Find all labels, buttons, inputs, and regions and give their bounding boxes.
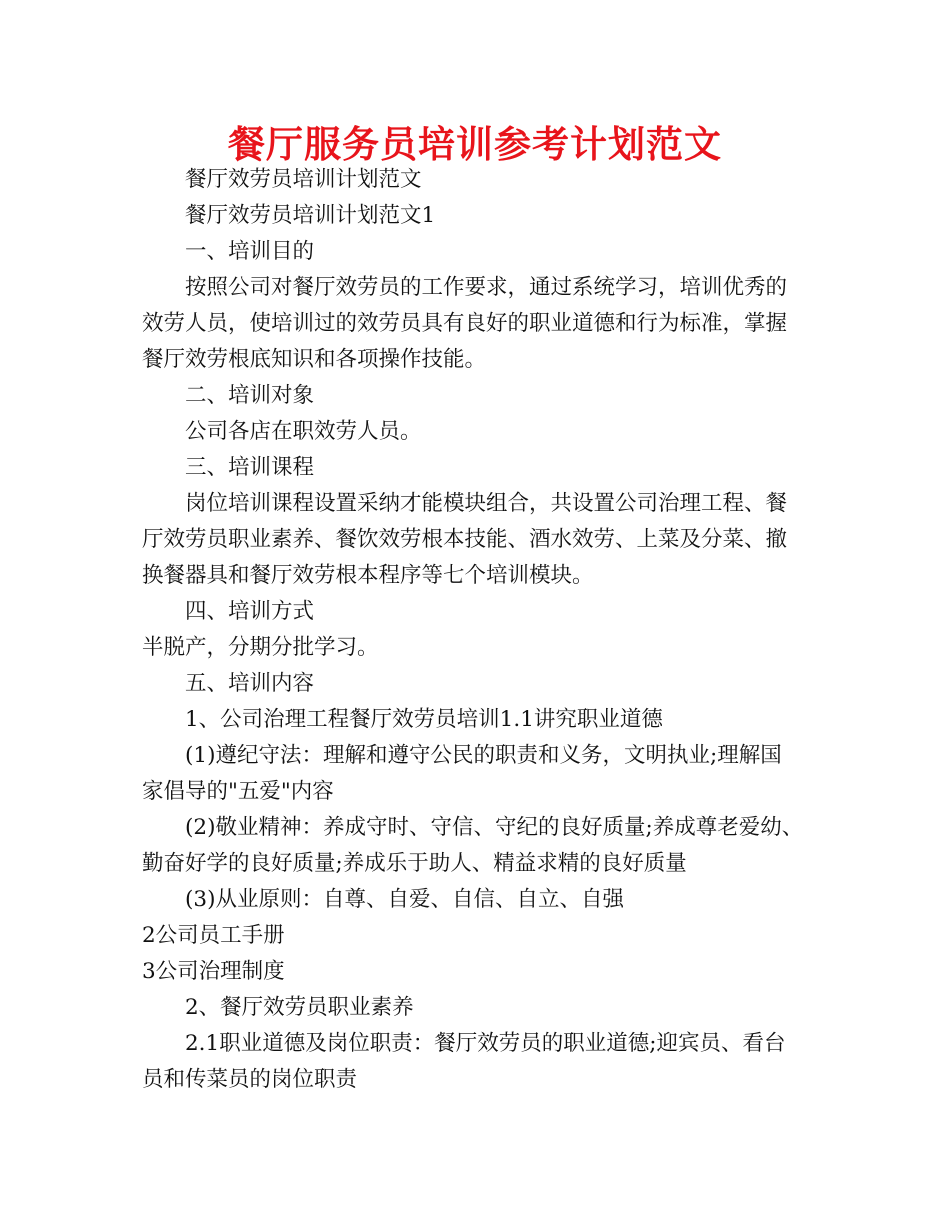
paragraph-line: 3公司治理制度 bbox=[142, 959, 285, 984]
section-heading: 五、培训内容 bbox=[185, 671, 315, 696]
paragraph-line: 家倡导的"五爱"内容 bbox=[142, 779, 334, 804]
paragraph-line: (2)敬业精神：养成守时、守信、守纪的良好质量;养成尊老爱幼、 bbox=[185, 815, 804, 840]
paragraph-line: 换餐器具和餐厅效劳根本程序等七个培训模块。 bbox=[142, 563, 594, 588]
paragraph-line: 岗位培训课程设置采纳才能模块组合，共设置公司治理工程、餐 bbox=[185, 491, 788, 516]
paragraph-line: 按照公司对餐厅效劳员的工作要求，通过系统学习，培训优秀的 bbox=[185, 275, 788, 300]
paragraph-line: 勤奋好学的良好质量;养成乐于助人、精益求精的良好质量 bbox=[142, 851, 687, 876]
section-heading: 三、培训课程 bbox=[185, 455, 315, 480]
section-heading: 2、餐厅效劳员职业素养 bbox=[185, 995, 414, 1020]
document-title: 餐厅服务员培训参考计划范文 bbox=[228, 123, 722, 166]
paragraph-line: 效劳人员，使培训过的效劳员具有良好的职业道德和行为标准，掌握 bbox=[142, 311, 788, 336]
paragraph-line: (1)遵纪守法：理解和遵守公民的职责和义务，文明执业;理解国 bbox=[185, 743, 782, 768]
paragraph-line: 半脱产，分期分批学习。 bbox=[142, 635, 379, 660]
section-heading: 二、培训对象 bbox=[185, 383, 315, 408]
paragraph-line: 1、公司治理工程餐厅效劳员培训1.1讲究职业道德 bbox=[185, 707, 663, 732]
paragraph-line: 公司各店在职效劳人员。 bbox=[185, 419, 422, 444]
section-heading: 四、培训方式 bbox=[185, 599, 315, 624]
document-body bbox=[142, 162, 832, 1098]
paragraph-line: 2公司员工手册 bbox=[142, 923, 285, 948]
paragraph-line: 员和传菜员的岗位职责 bbox=[142, 1067, 358, 1092]
paragraph-line: 餐厅效劳根底知识和各项操作技能。 bbox=[142, 347, 487, 372]
section-heading: 一、培训目的 bbox=[185, 239, 315, 264]
paragraph-line: (3)从业原则：自尊、自爱、自信、自立、自强 bbox=[185, 887, 624, 912]
paragraph-line: 2.1职业道德及岗位职责：餐厅效劳员的职业道德;迎宾员、看台 bbox=[185, 1031, 786, 1056]
paragraph-line: 餐厅效劳员培训计划范文1 bbox=[185, 203, 436, 228]
paragraph-line: 餐厅效劳员培训计划范文 bbox=[185, 167, 422, 192]
paragraph-line: 厅效劳员职业素养、餐饮效劳根本技能、酒水效劳、上菜及分菜、撤 bbox=[142, 527, 788, 552]
